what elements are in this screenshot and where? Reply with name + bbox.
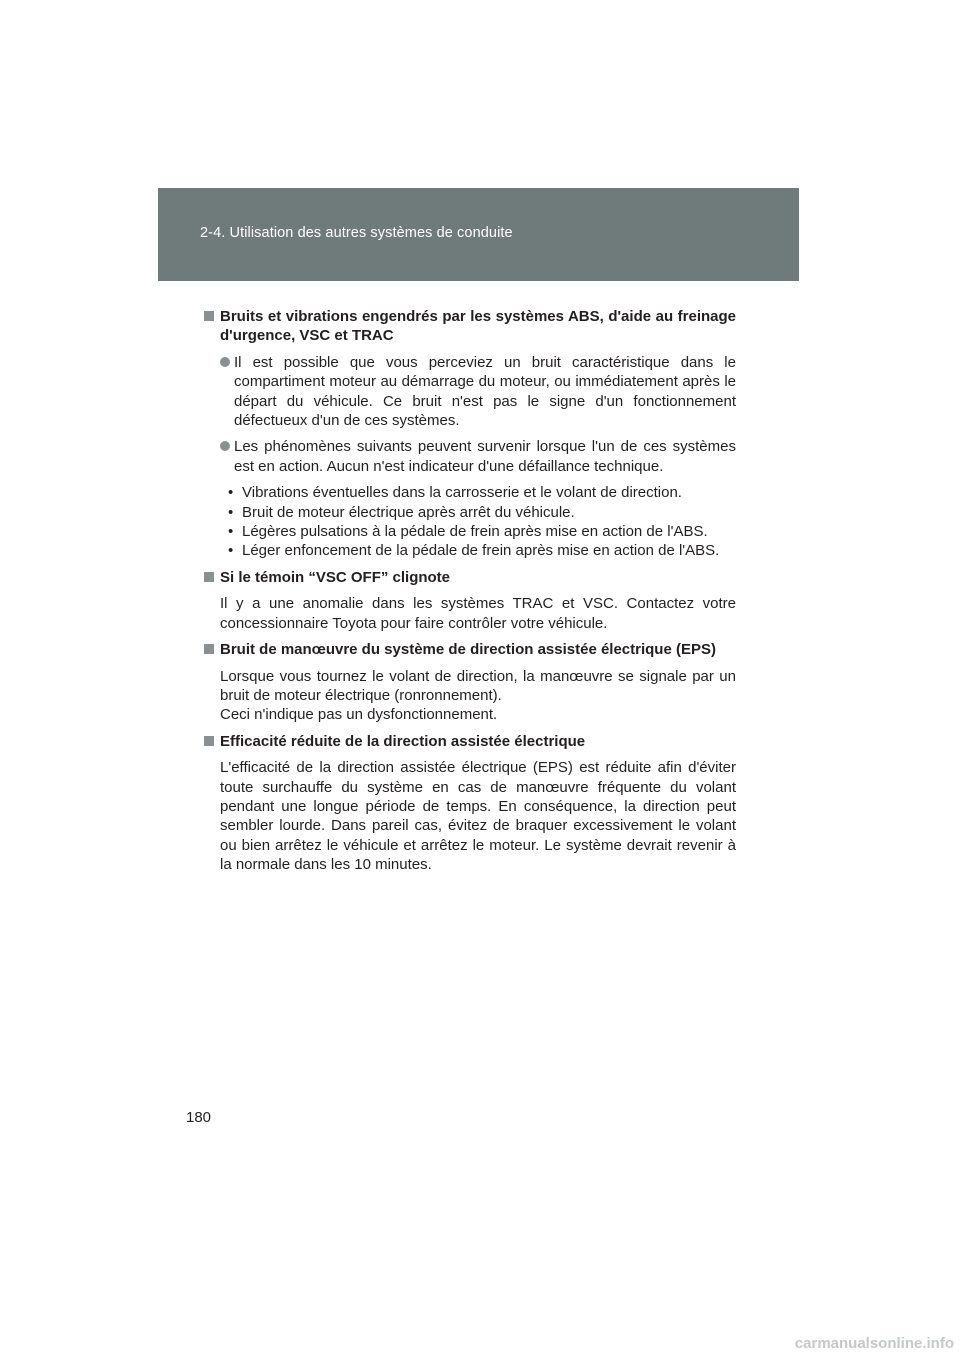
section-body: Il y a une anomalie dans les systèmes TRAC et VSC. Contactez votre concessionnaire Toyota pour faire contrôler votre véhicule. (220, 595, 736, 632)
dot-bullet-icon: • (228, 484, 234, 502)
section-eps-noise (204, 640, 736, 725)
section-abs-noise (204, 307, 736, 561)
list-item (220, 437, 736, 476)
section-title: Bruits et vibrations engendrés par les systèmes ABS, d'aide au freinage d'urgence, VSC et TRAC (220, 308, 736, 345)
section-vsc-off (204, 568, 736, 633)
section-heading (204, 307, 736, 346)
dot-bullet-icon: • (228, 523, 234, 541)
section-body: L'efficacité de la direction assistée électrique (EPS) est réduite afin d'éviter toute surchauffe du système en cas de manœuvre fréquente du volant pendant une longue période de temps. En conséquence, la direction peut sembler lourde. Dans pareil cas, évitez de braquer excessivement le volant ou bien arrêtez le véhicule et arrêtez le moteur. Le système devrait revenir à la normale dans les 10 minutes. (220, 759, 736, 874)
section-heading (204, 640, 736, 659)
dot-bullet-icon: • (228, 542, 234, 560)
section-title: Bruit de manœuvre du système de direction assistée électrique (EPS) (220, 641, 716, 659)
phenomena-list (224, 483, 736, 561)
list-item-text: Léger enfoncement de la pédale de frein après mise en action de l'ABS. (242, 542, 720, 560)
page-content (204, 307, 736, 882)
paragraph: Ceci n'indique pas un dysfonctionnement. (220, 706, 498, 724)
square-bullet-icon (204, 572, 214, 582)
list-item-text: Les phénomènes suivants peuvent survenir lorsque l'un de ces systèmes est en action. Aucun n'est indicateur d'une défaillance technique. (234, 438, 736, 475)
list-item-text: Bruit de moteur électrique après arrêt du véhicule. (242, 503, 575, 521)
page-number: 180 (186, 1109, 212, 1126)
dot-bullet-icon: • (228, 503, 234, 521)
section-title: Si le témoin “VSC OFF” clignote (220, 568, 451, 586)
square-bullet-icon (204, 311, 214, 321)
list-item-text: Vibrations éventuelles dans la carrosserie et le volant de direction. (242, 484, 682, 502)
section-eps-efficiency (204, 732, 736, 875)
square-bullet-icon (204, 736, 214, 746)
paragraph: Lorsque vous tournez le volant de direction, la manœuvre se signale par un bruit de moteur électrique (ronronnement). (220, 667, 736, 704)
list-item (224, 522, 736, 541)
list-item-text: Il est possible que vous perceviez un bruit caractéristique dans le compartiment moteur au démarrage du moteur, ou immédiatement après le départ du véhicule. Ce bruit n'est pas le signe d'un fonctionnement défectueux d'un de ces systèmes. (234, 353, 736, 430)
section-body (220, 667, 736, 725)
list-item (224, 503, 736, 522)
list-item (224, 541, 736, 560)
list-item (220, 353, 736, 431)
list-item-text: Légères pulsations à la pédale de frein après mise en action de l'ABS. (242, 523, 708, 541)
section-title: Efficacité réduite de la direction assistée électrique (220, 732, 586, 750)
section-heading (204, 568, 736, 587)
circle-bullet-icon (220, 357, 230, 367)
list-item (224, 483, 736, 502)
chapter-header (158, 188, 799, 281)
chapter-title: 2-4. Utilisation des autres systèmes de conduite (200, 225, 513, 241)
circle-bullet-icon (220, 441, 230, 451)
section-heading (204, 732, 736, 751)
watermark: carmanualsonline.info (794, 1335, 954, 1352)
square-bullet-icon (204, 644, 214, 654)
